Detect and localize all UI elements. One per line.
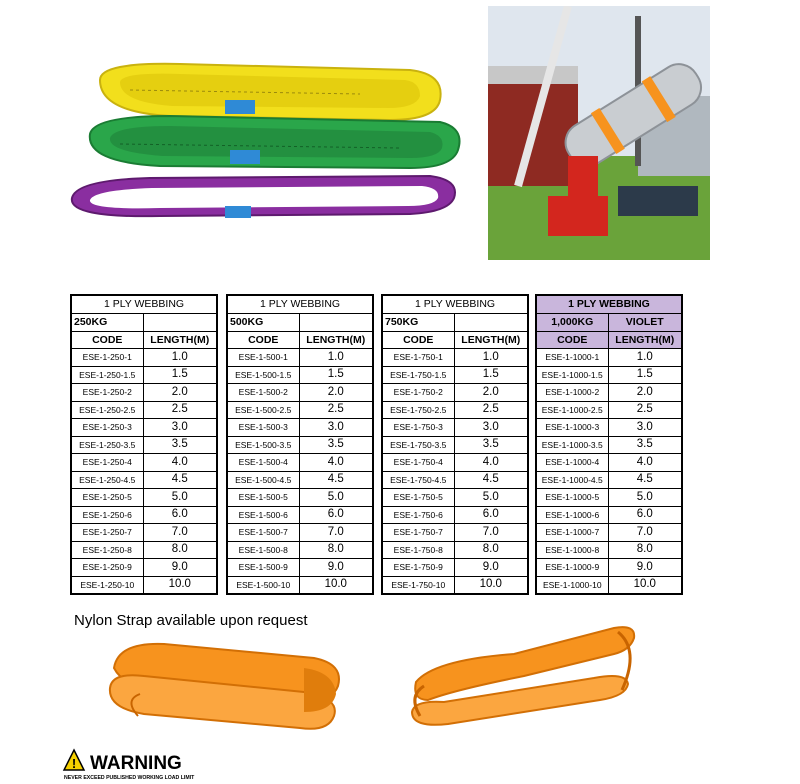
- table-title-row: [382, 295, 528, 314]
- capacity-label: 750KG: [382, 314, 454, 332]
- spec-table-500kg: [226, 294, 374, 595]
- length-cell: 2.0: [454, 384, 528, 402]
- table-row: [71, 541, 217, 559]
- code-cell: ESE-1-500-10: [227, 576, 299, 594]
- table-capacity-row: [382, 314, 528, 332]
- table-row: [536, 576, 682, 594]
- code-cell: ESE-1-1000-4.5: [536, 471, 608, 489]
- code-cell: ESE-1-1000-8: [536, 541, 608, 559]
- table-row: [382, 366, 528, 384]
- length-cell: 8.0: [143, 541, 217, 559]
- table-title: 1 PLY WEBBING: [227, 295, 373, 314]
- table-row: [536, 506, 682, 524]
- capacity-label: 1,000KG: [536, 314, 608, 332]
- length-cell: 2.0: [143, 384, 217, 402]
- code-cell: ESE-1-500-3.5: [227, 436, 299, 454]
- spec-table-250kg: [70, 294, 218, 595]
- length-cell: 9.0: [299, 559, 373, 577]
- code-cell: ESE-1-750-5: [382, 489, 454, 507]
- warning-title: WARNING: [90, 753, 182, 774]
- code-cell: ESE-1-750-3.5: [382, 436, 454, 454]
- column-header-length: LENGTH(M): [299, 331, 373, 349]
- length-cell: 5.0: [143, 489, 217, 507]
- nylon-strap-photo-left: [104, 628, 352, 740]
- table-row: [536, 419, 682, 437]
- code-cell: ESE-1-1000-1.5: [536, 366, 608, 384]
- code-cell: ESE-1-250-8: [71, 541, 143, 559]
- code-cell: ESE-1-750-8: [382, 541, 454, 559]
- table-row: [227, 366, 373, 384]
- code-cell: ESE-1-750-9: [382, 559, 454, 577]
- length-cell: 4.0: [143, 454, 217, 472]
- nylon-strap-photo-right: [404, 620, 644, 732]
- length-cell: 4.5: [299, 471, 373, 489]
- code-cell: ESE-1-250-2: [71, 384, 143, 402]
- length-cell: 3.5: [454, 436, 528, 454]
- table-row: [382, 506, 528, 524]
- code-cell: ESE-1-250-9: [71, 559, 143, 577]
- code-cell: ESE-1-750-10: [382, 576, 454, 594]
- code-cell: ESE-1-1000-6: [536, 506, 608, 524]
- code-cell: ESE-1-750-4.5: [382, 471, 454, 489]
- table-header-row: [536, 331, 682, 349]
- color-label: [143, 314, 217, 332]
- code-cell: ESE-1-250-3: [71, 419, 143, 437]
- table-row: [227, 436, 373, 454]
- length-cell: 3.5: [143, 436, 217, 454]
- column-header-code: CODE: [382, 331, 454, 349]
- table-row: [382, 454, 528, 472]
- table-row: [227, 506, 373, 524]
- length-cell: 4.5: [143, 471, 217, 489]
- table-row: [382, 349, 528, 367]
- code-cell: ESE-1-1000-3.5: [536, 436, 608, 454]
- table-title-row: [227, 295, 373, 314]
- table-row: [227, 349, 373, 367]
- table-row: [536, 384, 682, 402]
- code-cell: ESE-1-750-7: [382, 524, 454, 542]
- length-cell: 9.0: [608, 559, 682, 577]
- sling-product-photo: [60, 50, 470, 250]
- table-row: [536, 541, 682, 559]
- table-capacity-row: [227, 314, 373, 332]
- code-cell: ESE-1-1000-2.5: [536, 401, 608, 419]
- code-cell: ESE-1-250-1.5: [71, 366, 143, 384]
- length-cell: 1.5: [143, 366, 217, 384]
- table-row: [227, 401, 373, 419]
- length-cell: 7.0: [299, 524, 373, 542]
- length-cell: 2.5: [143, 401, 217, 419]
- color-label: VIOLET: [608, 314, 682, 332]
- table-row: [382, 471, 528, 489]
- table-row: [536, 349, 682, 367]
- table-row: [227, 419, 373, 437]
- table-row: [382, 419, 528, 437]
- code-cell: ESE-1-750-2.5: [382, 401, 454, 419]
- length-cell: 7.0: [608, 524, 682, 542]
- code-cell: ESE-1-500-7: [227, 524, 299, 542]
- code-cell: ESE-1-1000-9: [536, 559, 608, 577]
- length-cell: 8.0: [454, 541, 528, 559]
- length-cell: 3.5: [608, 436, 682, 454]
- table-row: [71, 489, 217, 507]
- table-row: [71, 436, 217, 454]
- length-cell: 6.0: [143, 506, 217, 524]
- code-cell: ESE-1-750-2: [382, 384, 454, 402]
- capacity-label: 500KG: [227, 314, 299, 332]
- length-cell: 10.0: [608, 576, 682, 594]
- table-row: [227, 454, 373, 472]
- length-cell: 1.5: [608, 366, 682, 384]
- code-cell: ESE-1-1000-2: [536, 384, 608, 402]
- length-cell: 4.5: [454, 471, 528, 489]
- length-cell: 3.0: [299, 419, 373, 437]
- table-title: 1 PLY WEBBING: [536, 295, 682, 314]
- length-cell: 1.0: [299, 349, 373, 367]
- length-cell: 3.0: [143, 419, 217, 437]
- table-header-row: [71, 331, 217, 349]
- code-cell: ESE-1-500-1.5: [227, 366, 299, 384]
- spec-table-1000kg: [535, 294, 683, 595]
- spec-table-750kg: [381, 294, 529, 595]
- length-cell: 9.0: [454, 559, 528, 577]
- table-row: [382, 401, 528, 419]
- code-cell: ESE-1-750-6: [382, 506, 454, 524]
- table-row: [71, 506, 217, 524]
- length-cell: 2.5: [608, 401, 682, 419]
- length-cell: 2.0: [299, 384, 373, 402]
- code-cell: ESE-1-250-6: [71, 506, 143, 524]
- table-title-row: [536, 295, 682, 314]
- table-row: [227, 576, 373, 594]
- length-cell: 1.0: [454, 349, 528, 367]
- table-row: [536, 366, 682, 384]
- table-title: 1 PLY WEBBING: [382, 295, 528, 314]
- length-cell: 8.0: [608, 541, 682, 559]
- code-cell: ESE-1-500-3: [227, 419, 299, 437]
- table-header-row: [382, 331, 528, 349]
- code-cell: ESE-1-250-3.5: [71, 436, 143, 454]
- code-cell: ESE-1-750-1.5: [382, 366, 454, 384]
- svg-text:!: !: [71, 756, 77, 771]
- code-cell: ESE-1-500-8: [227, 541, 299, 559]
- nylon-strap-caption: Nylon Strap available upon request: [74, 612, 308, 629]
- length-cell: 6.0: [608, 506, 682, 524]
- code-cell: ESE-1-750-4: [382, 454, 454, 472]
- length-cell: 4.5: [608, 471, 682, 489]
- length-cell: 5.0: [608, 489, 682, 507]
- code-cell: ESE-1-250-7: [71, 524, 143, 542]
- code-cell: ESE-1-250-5: [71, 489, 143, 507]
- table-row: [536, 454, 682, 472]
- column-header-length: LENGTH(M): [143, 331, 217, 349]
- table-header-row: [227, 331, 373, 349]
- length-cell: 5.0: [454, 489, 528, 507]
- table-capacity-row: [71, 314, 217, 332]
- table-row: [536, 524, 682, 542]
- table-row: [227, 384, 373, 402]
- code-cell: ESE-1-1000-7: [536, 524, 608, 542]
- code-cell: ESE-1-500-5: [227, 489, 299, 507]
- length-cell: 1.5: [299, 366, 373, 384]
- crane-lifting-photo: [488, 6, 710, 260]
- warning-sign: [62, 748, 238, 782]
- length-cell: 6.0: [299, 506, 373, 524]
- code-cell: ESE-1-500-4.5: [227, 471, 299, 489]
- color-label: [299, 314, 373, 332]
- table-title: 1 PLY WEBBING: [71, 295, 217, 314]
- length-cell: 1.0: [143, 349, 217, 367]
- length-cell: 4.0: [454, 454, 528, 472]
- table-row: [71, 384, 217, 402]
- table-row: [71, 349, 217, 367]
- table-row: [536, 559, 682, 577]
- table-row: [71, 366, 217, 384]
- table-row: [382, 576, 528, 594]
- table-row: [536, 489, 682, 507]
- length-cell: 8.0: [299, 541, 373, 559]
- length-cell: 4.0: [299, 454, 373, 472]
- table-row: [536, 471, 682, 489]
- length-cell: 6.0: [454, 506, 528, 524]
- code-cell: ESE-1-250-4: [71, 454, 143, 472]
- length-cell: 2.0: [608, 384, 682, 402]
- code-cell: ESE-1-750-3: [382, 419, 454, 437]
- code-cell: ESE-1-500-9: [227, 559, 299, 577]
- table-row: [71, 471, 217, 489]
- warning-subtitle: NEVER EXCEED PUBLISHED WORKING LOAD LIMIT: [64, 775, 195, 781]
- table-row: [536, 436, 682, 454]
- column-header-length: LENGTH(M): [454, 331, 528, 349]
- code-cell: ESE-1-1000-1: [536, 349, 608, 367]
- code-cell: ESE-1-750-1: [382, 349, 454, 367]
- table-row: [382, 559, 528, 577]
- table-capacity-row: [536, 314, 682, 332]
- length-cell: 3.0: [454, 419, 528, 437]
- length-cell: 2.5: [454, 401, 528, 419]
- code-cell: ESE-1-500-6: [227, 506, 299, 524]
- table-row: [536, 401, 682, 419]
- code-cell: ESE-1-1000-4: [536, 454, 608, 472]
- table-row: [382, 436, 528, 454]
- table-row: [71, 401, 217, 419]
- code-cell: ESE-1-1000-3: [536, 419, 608, 437]
- table-row: [71, 524, 217, 542]
- code-cell: ESE-1-500-2.5: [227, 401, 299, 419]
- code-cell: ESE-1-250-10: [71, 576, 143, 594]
- length-cell: 7.0: [143, 524, 217, 542]
- length-cell: 1.0: [608, 349, 682, 367]
- table-row: [71, 576, 217, 594]
- table-row: [382, 384, 528, 402]
- code-cell: ESE-1-1000-10: [536, 576, 608, 594]
- table-row: [227, 541, 373, 559]
- length-cell: 10.0: [454, 576, 528, 594]
- table-row: [227, 559, 373, 577]
- length-cell: 5.0: [299, 489, 373, 507]
- length-cell: 4.0: [608, 454, 682, 472]
- capacity-label: 250KG: [71, 314, 143, 332]
- column-header-code: CODE: [71, 331, 143, 349]
- table-row: [71, 419, 217, 437]
- table-row: [382, 489, 528, 507]
- column-header-code: CODE: [536, 331, 608, 349]
- length-cell: 2.5: [299, 401, 373, 419]
- code-cell: ESE-1-250-4.5: [71, 471, 143, 489]
- length-cell: 3.0: [608, 419, 682, 437]
- code-cell: ESE-1-500-1: [227, 349, 299, 367]
- column-header-code: CODE: [227, 331, 299, 349]
- length-cell: 10.0: [299, 576, 373, 594]
- color-label: [454, 314, 528, 332]
- table-title-row: [71, 295, 217, 314]
- table-row: [71, 559, 217, 577]
- length-cell: 7.0: [454, 524, 528, 542]
- table-row: [382, 541, 528, 559]
- table-row: [227, 489, 373, 507]
- code-cell: ESE-1-250-1: [71, 349, 143, 367]
- table-row: [227, 471, 373, 489]
- code-cell: ESE-1-500-2: [227, 384, 299, 402]
- table-row: [71, 454, 217, 472]
- column-header-length: LENGTH(M): [608, 331, 682, 349]
- table-row: [227, 524, 373, 542]
- length-cell: 1.5: [454, 366, 528, 384]
- table-row: [382, 524, 528, 542]
- length-cell: 3.5: [299, 436, 373, 454]
- code-cell: ESE-1-500-4: [227, 454, 299, 472]
- length-cell: 10.0: [143, 576, 217, 594]
- length-cell: 9.0: [143, 559, 217, 577]
- code-cell: ESE-1-250-2.5: [71, 401, 143, 419]
- code-cell: ESE-1-1000-5: [536, 489, 608, 507]
